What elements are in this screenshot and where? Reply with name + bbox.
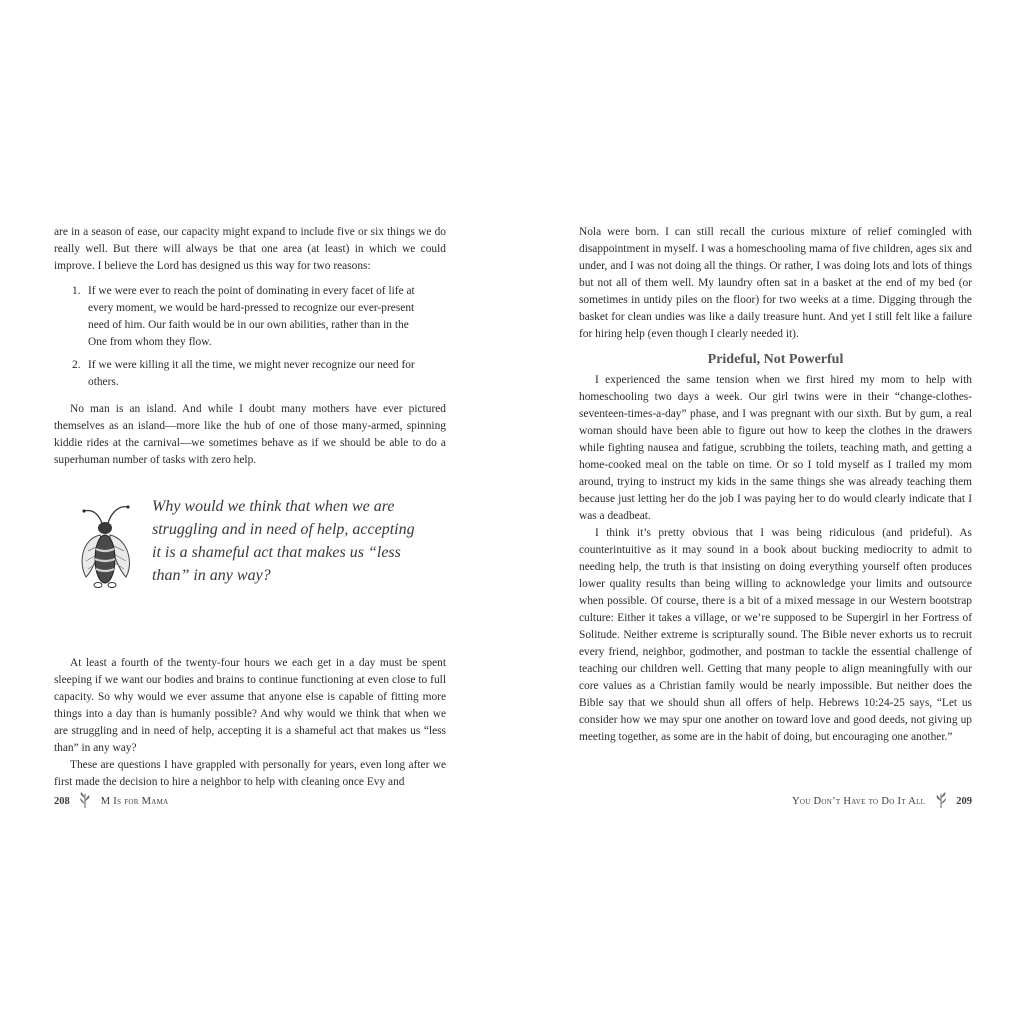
running-head: M Is for Mama	[100, 796, 169, 807]
reason-text: If we were killing it all the time, we might never recognize our need for others.	[88, 359, 415, 388]
right-page	[512, 0, 1024, 1024]
questions-paragraph: These are questions I have grappled with personally for years, even long after we first made the decision to hire a neighbor to help with cleaning once Evy and	[54, 759, 446, 788]
sleep-paragraph: At least a fourth of the twenty-four hours we each get in a day must be spent sleeping if we want our bodies and brains to continue functioning at even close to full capacity. So why would we ever assume that anyone else is capable of fitting more things into a day than is humanly possible? And why would we think that when we are struggling and in need of help, accepting it is a shameful act that makes us “less than” in any way?	[54, 657, 446, 754]
left-opening-paragraph: are in a season of ease, our capacity might expand to include five or six things we do really well. But there will always be that one area (at least) in which we could improve. I believe the Lord has designed us this way for two reasons:	[54, 226, 446, 272]
reason-text: If we were ever to reach the point of dominating in every facet of life at every moment, we would be hard-pressed to recognize our ever-present need of him. Our faith would be in our own abilities, rather than in the One from whom they flow.	[88, 285, 415, 348]
tension-paragraph: I experienced the same tension when we first hired my mom to help with homeschooling two days a week. Our girl twins were in their “change-clothes-seventeen-times-a-day” phase, and I was pregnant with our sixth. But by gum, a real woman should have been able to figure out how to keep the clothes in the drawers while fighting nausea and fatigue, scrubbing the toilets, teaching math, and getting a home-cooked meal on the table on time. Or so I told myself as I trailed my mom around, trying to instruct my kids in the same things she was already teaching them because just letting her do the job I was paying her to do would clearly indicate that I was a deadbeat.	[579, 374, 972, 522]
pullquote	[54, 495, 446, 625]
pullquote-text: Why would we think that when we are struggling and in need of help, accepting it is a shameful act that makes us “less than” in any way?	[152, 498, 415, 584]
reasons-list	[54, 283, 446, 391]
bee-icon	[76, 501, 140, 591]
island-paragraph: No man is an island. And while I doubt many mothers have ever pictured themselves as an island—more like the hub of one of those many-armed, spinning kiddie rides at the carnival—we sometimes behave as if we should be able to do a superhuman number of tasks with zero help.	[54, 403, 446, 466]
page-number: 209	[956, 796, 972, 807]
reason-number: 2.	[72, 359, 81, 371]
page-number: 208	[54, 796, 70, 807]
sprig-icon	[934, 792, 948, 808]
reason-item	[54, 357, 446, 391]
reason-number: 1.	[72, 285, 81, 297]
sprig-icon	[78, 792, 92, 808]
section-heading: Prideful, Not Powerful	[707, 352, 844, 367]
left-page-footer	[54, 792, 169, 809]
right-opening-paragraph: Nola were born. I can still recall the curious mixture of relief comingled with disappointment in myself. I was a homeschooling mama of five children, ages six and under, and I was not doing all the things. Or rather, I was doing lots and lots of things but not all of them well. My laundry often sat in a basket at the end of my bed (or sometimes in untidy piles on the floor) for two weeks at a time. Digging through the basket for clean undies was like a daily treasure hunt. And yet I still felt like a failure for hiring help (even though I clearly needed it).	[579, 226, 972, 340]
reason-item	[54, 283, 446, 351]
right-text-column	[579, 224, 972, 746]
right-page-footer	[792, 792, 972, 809]
prideful-paragraph: I think it’s pretty obvious that I was being ridiculous (and prideful). As counterintuitive as it may sound in a book about bucking mediocrity to admit to needing help, the truth is that insisting on doing everything yourself often produces lower quality results than being willing to acknowledge your limits and outsource when possible. Of course, there is a bit of a mixed message in our Western bootstrap culture: Either it takes a village, or we’re supposed to be Supergirl in her Fortress of Solitude. Neither extreme is scripturally sound. The Bible never exhorts us to recruit every friend, neighbor, godmother, and postman to tackle the essential challenge of teaching our children well. Getting that many people to align meaningfully with our core values as a Christian family would be nearly impossible. But neither does the Bible say that we should shun all offers of help. Hebrews 10:24-25 says, “Let us consider how we may spur one another on toward love and good deeds, not giving up meeting together, as some are in the habit of doing, but encouraging one another.”	[579, 527, 972, 743]
left-text-column	[54, 224, 446, 791]
running-head: You Don’t Have to Do It All	[792, 796, 926, 807]
